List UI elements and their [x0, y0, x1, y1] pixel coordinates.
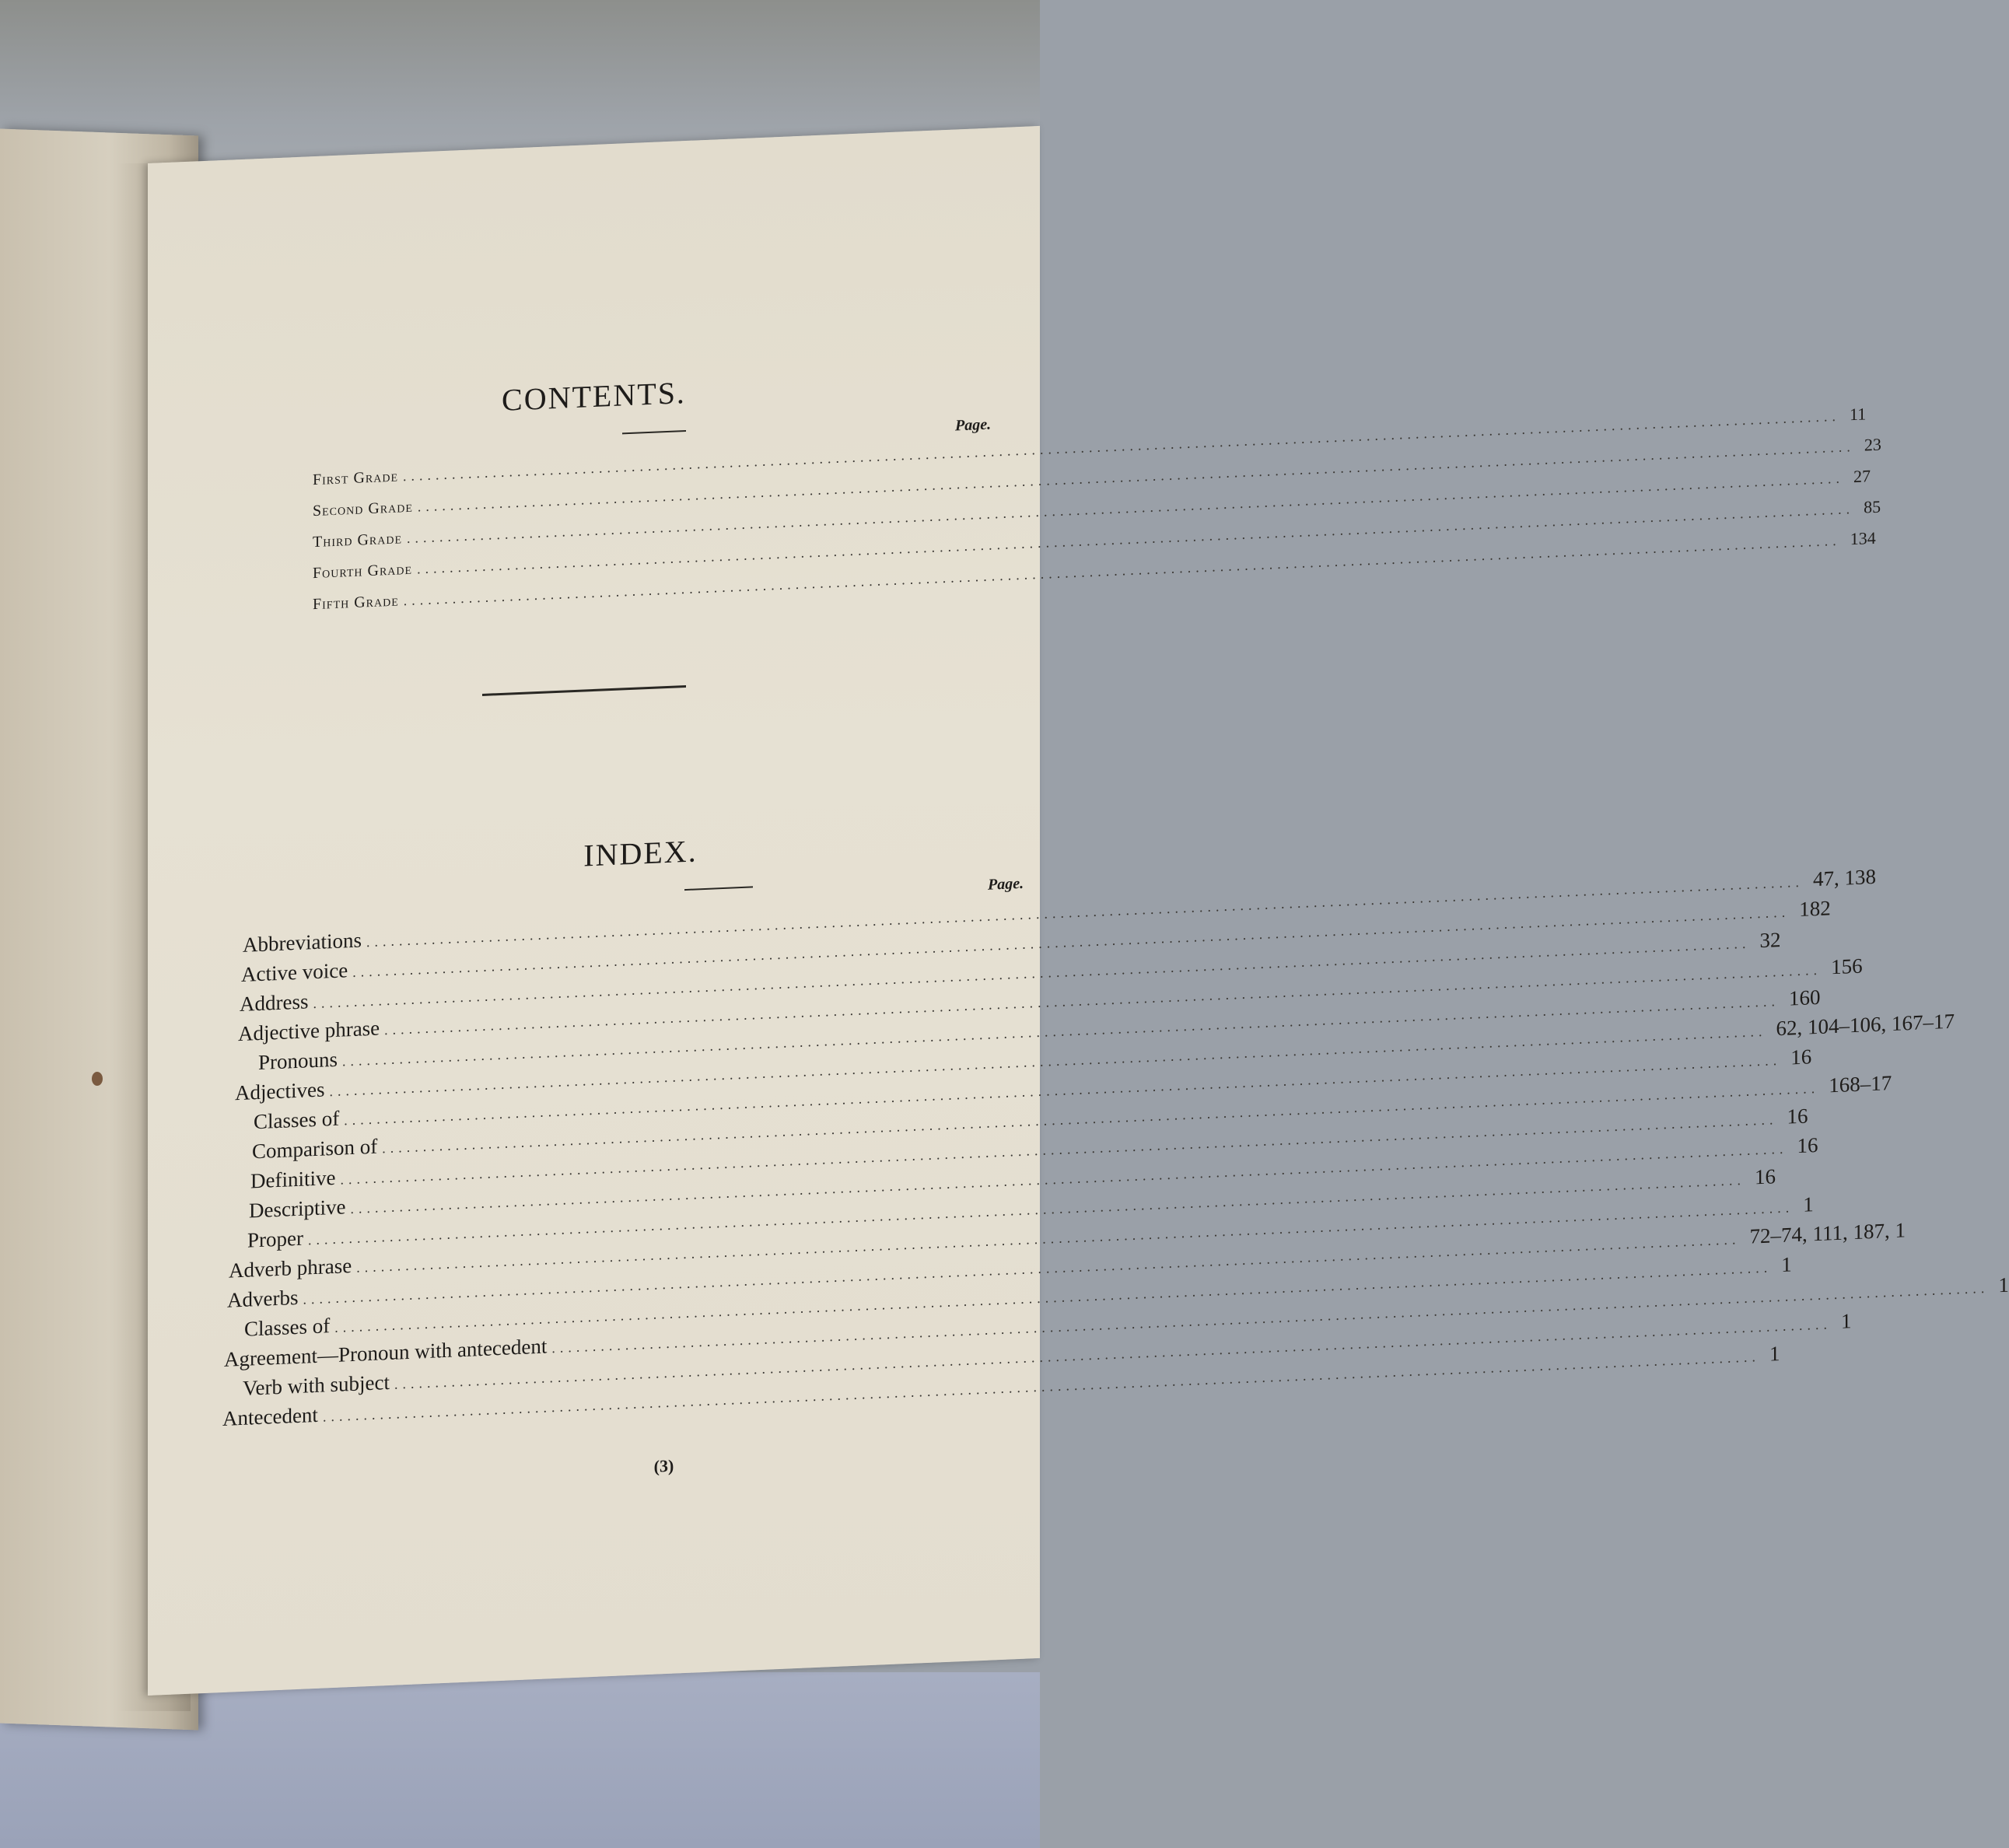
index-entry-label: Antecedent [222, 1402, 318, 1430]
index-entry-label: Adjectives [235, 1077, 325, 1105]
index-entry-pages: 1 [1803, 1192, 1814, 1216]
contents-entry-label: First Grade [313, 467, 399, 489]
index-entry-label: Adverb phrase [229, 1254, 352, 1283]
index-entry-label: Comparison of [252, 1134, 378, 1164]
index-entry-label: Abbreviations [243, 928, 362, 957]
contents-entry-page: 11 [1850, 404, 1867, 425]
index-entry-pages: 16 [1790, 1045, 1812, 1069]
index-rule [684, 886, 753, 891]
contents-entry-page: 134 [1850, 527, 1876, 549]
contents-page-label: Page. [955, 415, 992, 435]
contents-entry-page: 85 [1864, 496, 1881, 517]
contents-entry-label: Second Grade [313, 498, 413, 520]
page-number: (3) [653, 1455, 674, 1476]
index-entry-label: Pronouns [258, 1047, 338, 1075]
index-entry-label: Classes of [244, 1314, 331, 1341]
index-entry-pages: 1 [1781, 1252, 1792, 1276]
index-entry-pages: 47, 138 [1812, 864, 1876, 891]
index-page-label: Page. [988, 874, 1024, 894]
index-entry-pages: 160 [1789, 985, 1821, 1010]
index-entry-pages: 1 [1840, 1309, 1852, 1333]
index-entry-label: Agreement—Pronoun with antecedent [224, 1334, 548, 1371]
index-entry-label: Address [240, 989, 309, 1017]
index-entry-label: Verb with subject [243, 1370, 390, 1400]
index-heading: INDEX. [583, 833, 698, 873]
stain-spot [92, 1072, 103, 1086]
index-entry-label: Adjective phrase [238, 1016, 380, 1046]
index-entry-label: Descriptive [249, 1195, 346, 1223]
index-entry-pages: 1 [1769, 1342, 1780, 1366]
contents-entry-page: 27 [1853, 466, 1871, 487]
contents-entry-label: Fourth Grade [313, 560, 413, 583]
index-entry-pages: 156 [1831, 954, 1863, 979]
contents-entry-label: Third Grade [313, 530, 402, 551]
index-entry-label: Definitive [250, 1165, 336, 1193]
index-entry-pages: 16 [1797, 1132, 1818, 1158]
contents-entry-page: 23 [1864, 434, 1881, 455]
index-entry-pages: 16 [1754, 1164, 1776, 1189]
index-entry-pages: 168–17 [1829, 1071, 1892, 1097]
index-entry-pages: 72–74, 111, 187, 1 [1749, 1218, 1906, 1248]
right-page [148, 126, 2009, 1696]
contents-rule [622, 430, 686, 434]
index-entry-pages: 16 [1787, 1104, 1808, 1129]
index-entry-pages: 182 [1799, 896, 1831, 922]
contents-heading: CONTENTS. [502, 374, 686, 418]
index-entry-label: Classes of [254, 1106, 340, 1134]
index-entry-pages: 32 [1759, 928, 1781, 953]
index-entry-pages: 62, 104–106, 167–17 [1776, 1009, 1955, 1041]
index-entry-pages: 1 [1998, 1272, 2009, 1297]
index-entry-label: Active voice [241, 958, 348, 986]
page-text-area [148, 126, 2009, 1696]
index-entry-label: Proper [247, 1226, 303, 1252]
contents-entry-label: Fifth Grade [313, 592, 399, 614]
index-entry-label: Adverbs [227, 1285, 299, 1312]
section-divider [482, 685, 686, 696]
